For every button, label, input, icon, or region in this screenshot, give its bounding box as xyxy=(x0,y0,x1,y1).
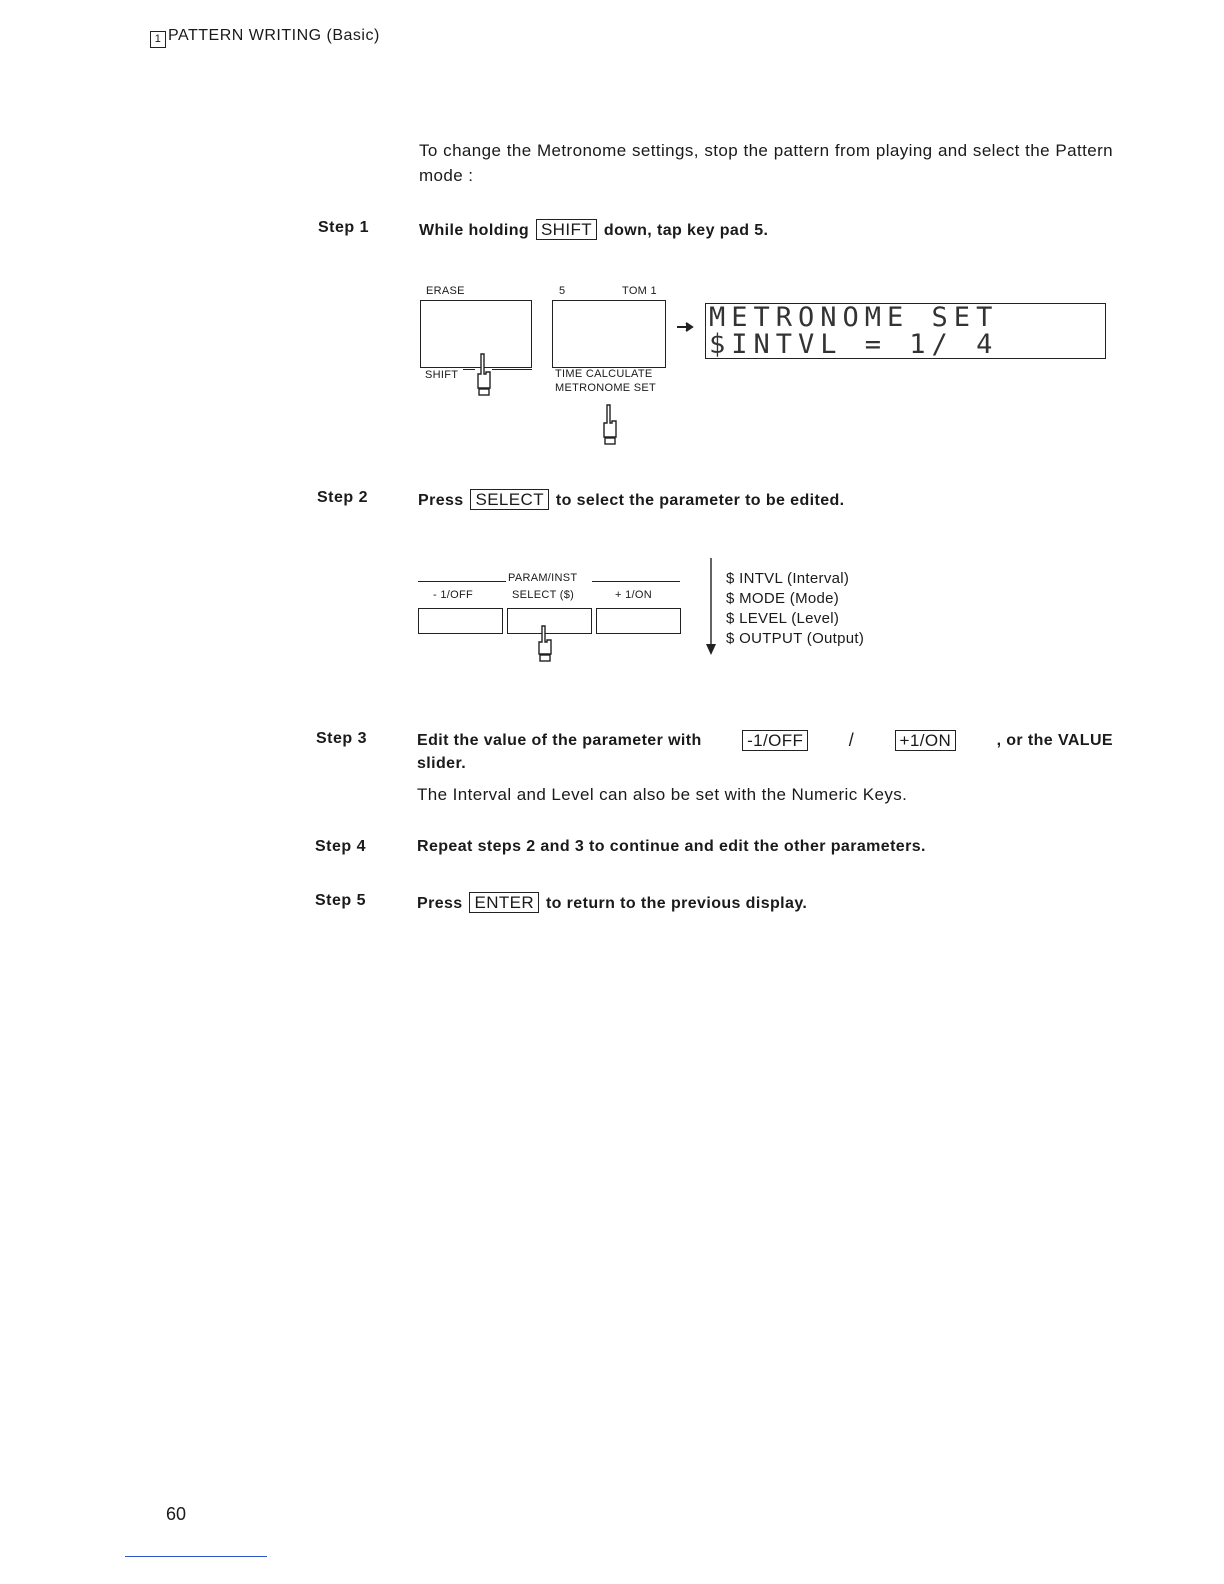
step-1-text xyxy=(419,219,768,240)
parameter-list xyxy=(726,569,864,649)
param-output: $ OUTPUT (Output) xyxy=(726,630,865,647)
down-arrow-icon xyxy=(704,558,718,658)
plus-1-on-key: +1/ON xyxy=(895,730,957,751)
step-1-text-before: While holding xyxy=(419,222,530,239)
step-3-label: Step 3 xyxy=(316,730,368,747)
step-3-note: The Interval and Level can also be set with the Numeric Keys. xyxy=(417,785,908,804)
plus-1-on-label: + 1/ON xyxy=(615,589,652,601)
chapter-number-box: 1 xyxy=(150,31,166,48)
page-header xyxy=(150,27,380,48)
step-3-text-before: Edit the value of the parameter with xyxy=(417,731,702,749)
minus-1-off-button xyxy=(418,608,503,634)
shift-label-line xyxy=(463,369,475,370)
chapter-title: PATTERN WRITING (Basic) xyxy=(168,27,380,44)
time-calculate-label: TIME CALCULATE xyxy=(555,368,653,380)
shift-key: SHIFT xyxy=(536,219,597,240)
step-3-text-line2: slider. xyxy=(417,755,467,772)
right-arrow-icon xyxy=(676,321,696,333)
minus-1-off-label: - 1/OFF xyxy=(433,589,473,601)
step-2-label: Step 2 xyxy=(317,489,369,506)
step-3-text xyxy=(417,730,1113,773)
page-number: 60 xyxy=(166,1504,187,1524)
hand-pointer-icon xyxy=(475,352,495,398)
step-4-text: Repeat steps 2 and 3 to continue and edit the other parameters. xyxy=(417,838,926,855)
param-intvl: $ INTVL (Interval) xyxy=(726,570,850,587)
tom1-label: TOM 1 xyxy=(622,285,657,297)
shift-label: SHIFT xyxy=(425,369,459,381)
step-5-text-before: Press xyxy=(417,895,463,912)
pad5-label: 5 xyxy=(559,285,566,297)
step-5-text xyxy=(417,892,807,913)
select-key: SELECT xyxy=(470,489,549,510)
lcd-display xyxy=(705,303,1106,359)
step-2-text xyxy=(418,489,845,510)
hand-pointer-icon xyxy=(536,624,556,664)
param-mode: $ MODE (Mode) xyxy=(726,590,840,607)
hand-pointer-icon xyxy=(601,403,621,447)
shift-label-line-right xyxy=(492,369,532,370)
lcd-line-2: $INTVL = 1/ 4 xyxy=(709,329,999,360)
plus-1-on-button xyxy=(596,608,681,634)
step-2-text-before: Press xyxy=(418,492,464,509)
step-5-label: Step 5 xyxy=(315,892,367,909)
metronome-set-label: METRONOME SET xyxy=(555,382,657,394)
erase-label: ERASE xyxy=(426,285,465,297)
param-inst-line-right xyxy=(592,581,680,582)
lcd-line-1: METRONOME SET xyxy=(709,302,999,333)
step-1-label: Step 1 xyxy=(318,219,370,236)
step-1-text-after: down, tap key pad 5. xyxy=(603,222,769,239)
bottom-rule xyxy=(125,1556,267,1557)
step-3-text-after: , or the VALUE xyxy=(996,731,1113,749)
enter-key: ENTER xyxy=(469,892,539,913)
step-5-text-after: to return to the previous display. xyxy=(545,895,808,912)
minus-1-off-key: -1/OFF xyxy=(742,730,808,751)
pad-5 xyxy=(552,300,666,368)
step-4-label: Step 4 xyxy=(315,838,367,855)
param-inst-label: PARAM/INST xyxy=(508,572,578,584)
step-3-separator: / xyxy=(848,730,855,750)
param-level: $ LEVEL (Level) xyxy=(726,610,840,627)
select-dollar-label: SELECT ($) xyxy=(512,589,575,601)
intro-paragraph: To change the Metronome settings, stop the pattern from playing and select the Pattern mode : xyxy=(419,141,1113,185)
step-2-text-after: to select the parameter to be edited. xyxy=(555,492,845,509)
param-inst-line-left xyxy=(418,581,506,582)
